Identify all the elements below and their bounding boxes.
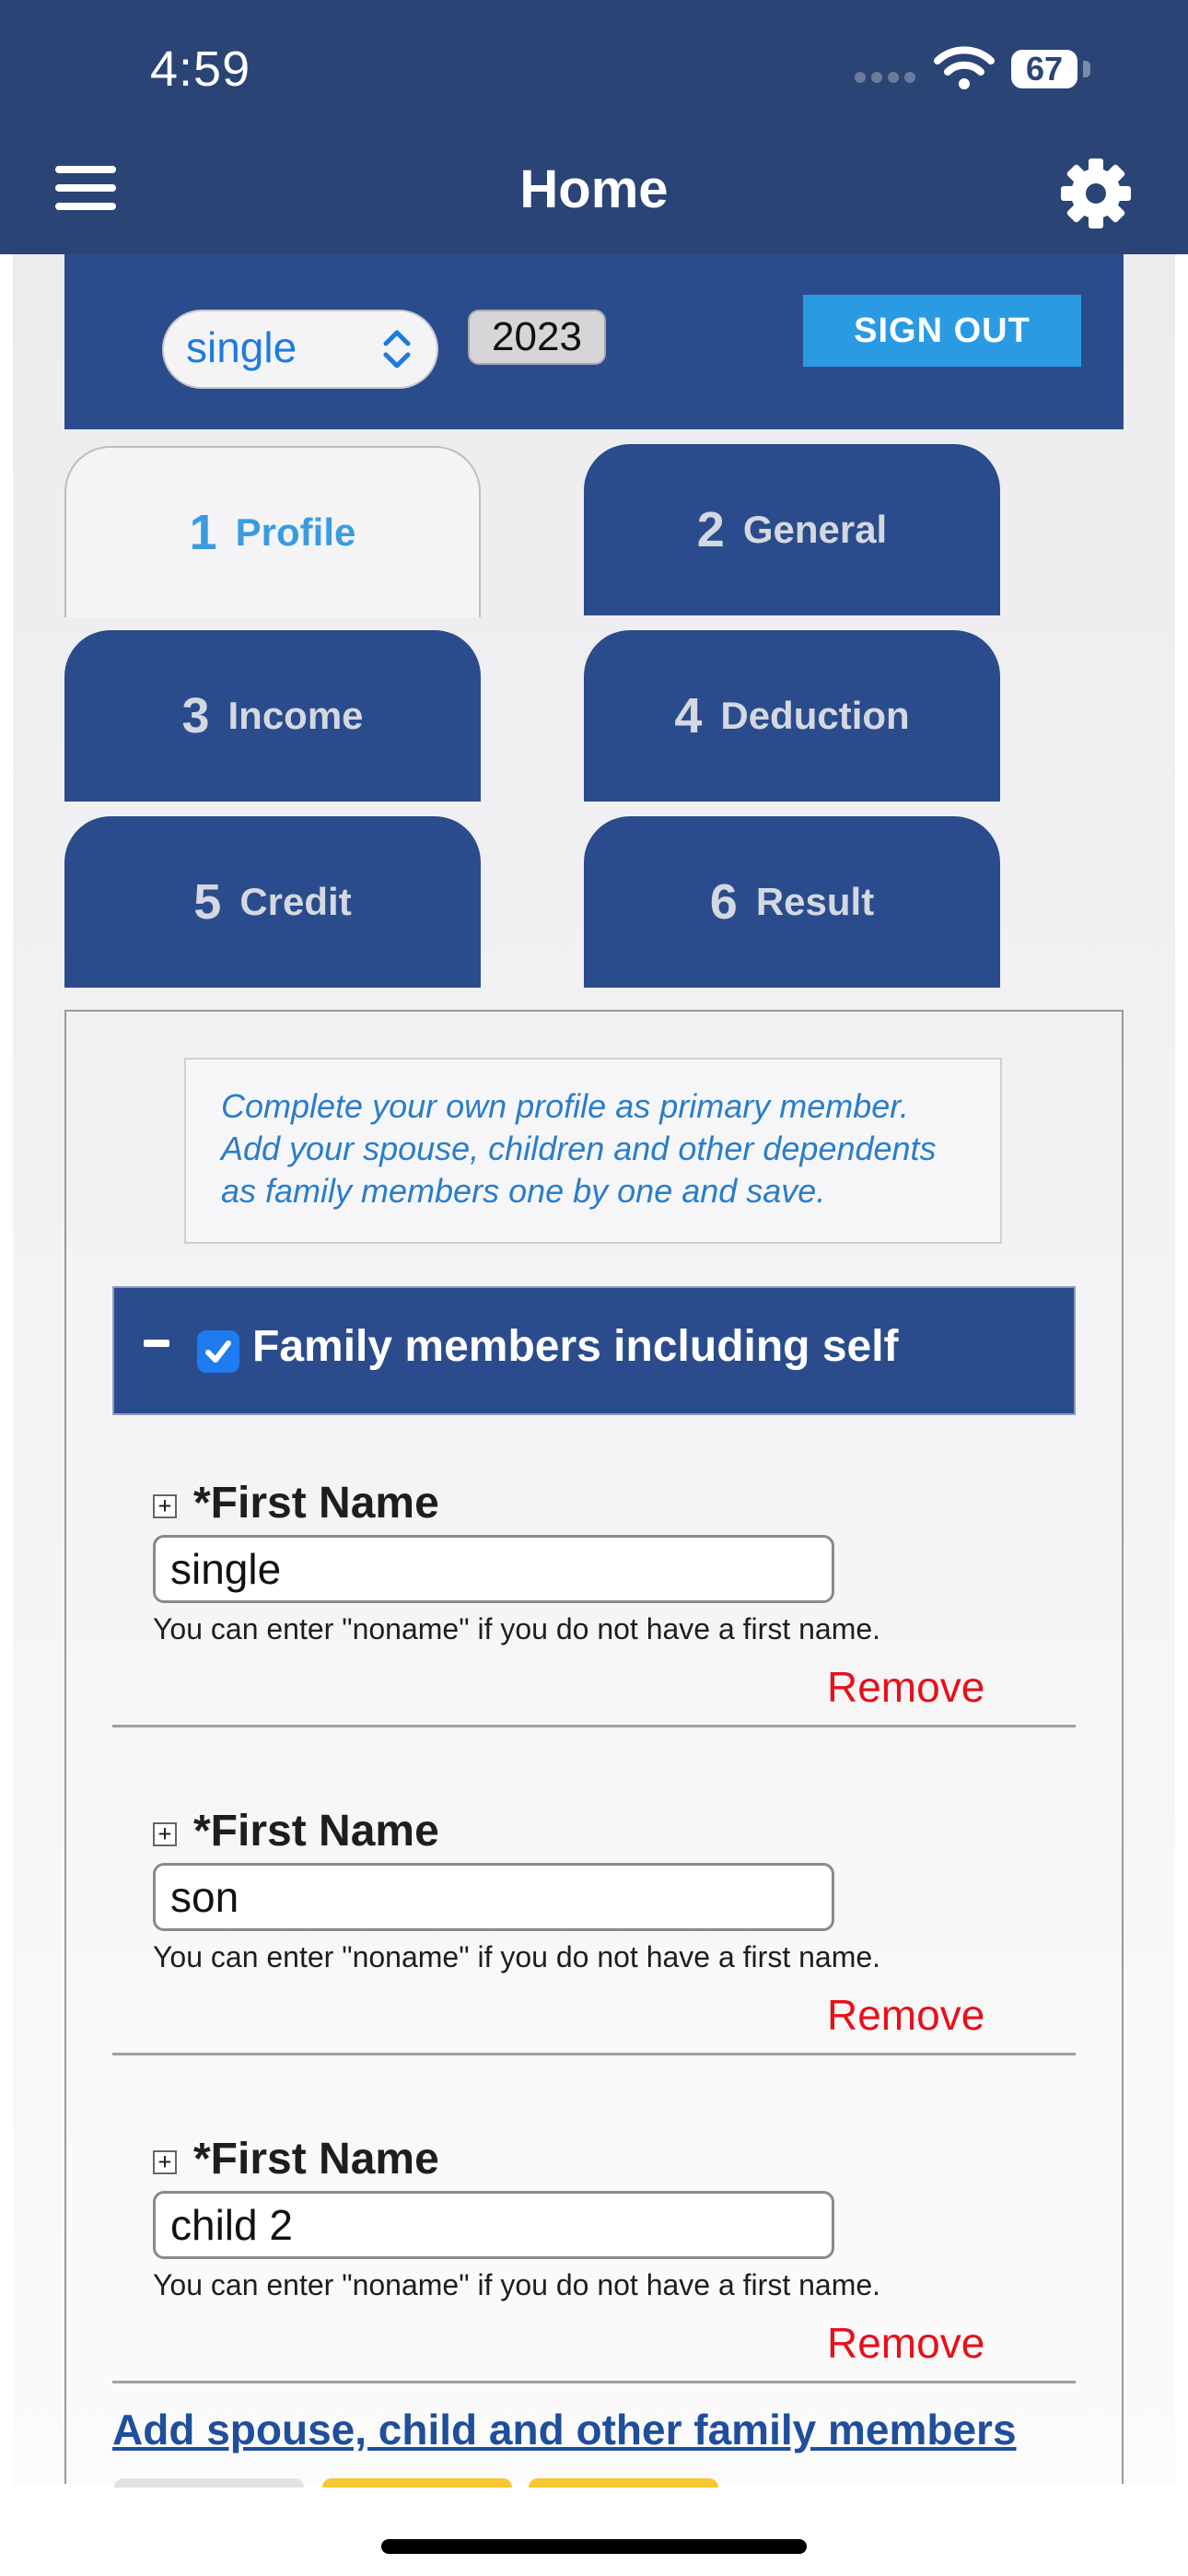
wifi-icon xyxy=(934,44,995,90)
battery-tip xyxy=(1083,61,1090,77)
tab-credit[interactable] xyxy=(64,816,481,988)
add-family-member-link[interactable]: Add spouse, child and other family members xyxy=(112,2406,1017,2453)
first-name-input[interactable]: son xyxy=(153,1863,834,1931)
cellular-signal-icon xyxy=(855,72,917,85)
first-name-label: *First Name xyxy=(193,1479,439,1528)
tab-label: Credit xyxy=(239,880,352,923)
sign-out-button[interactable]: SIGN OUT xyxy=(803,295,1081,367)
first-name-input[interactable]: single xyxy=(153,1535,834,1603)
tab-number: 6 xyxy=(709,874,738,930)
member-entry xyxy=(112,2134,1076,2386)
checkbox-checked-icon[interactable] xyxy=(197,1330,239,1373)
first-name-label: *First Name xyxy=(193,2135,439,2184)
page-title: Home xyxy=(519,159,669,219)
tab-label: Income xyxy=(227,694,364,737)
first-name-label: *First Name xyxy=(193,1807,439,1856)
tab-label: Deduction xyxy=(720,694,910,737)
tab-label: Result xyxy=(755,880,875,923)
gear-icon[interactable] xyxy=(1059,157,1133,230)
tab-number: 4 xyxy=(674,688,703,744)
first-name-hint: You can enter "noname" if you do not have a first name. xyxy=(153,2268,881,2301)
tab-label: General xyxy=(742,508,888,551)
remove-link[interactable]: Remove xyxy=(827,2319,985,2367)
divider xyxy=(112,2381,1076,2383)
divider xyxy=(112,2053,1076,2055)
intro-box xyxy=(184,1058,1002,1244)
status-time: 4:59 xyxy=(150,41,251,97)
first-name-input[interactable]: child 2 xyxy=(153,2191,834,2259)
battery-icon: 67 xyxy=(1011,50,1077,88)
remove-link[interactable]: Remove xyxy=(827,1663,985,1711)
member-entry xyxy=(112,1478,1076,1730)
minus-icon[interactable] xyxy=(144,1340,169,1347)
tax-year-badge[interactable]: 2023 xyxy=(468,310,606,365)
first-name-hint: You can enter "noname" if you do not have a first name. xyxy=(153,1940,881,1973)
remove-link[interactable]: Remove xyxy=(827,1991,985,2039)
first-name-hint: You can enter "noname" if you do not have a first name. xyxy=(153,1612,881,1645)
plus-box-icon[interactable]: + xyxy=(153,2150,177,2174)
chevron-updown-icon xyxy=(381,328,413,370)
tab-number: 5 xyxy=(193,874,222,930)
home-indicator xyxy=(381,2539,807,2554)
tab-profile[interactable] xyxy=(64,446,481,617)
tab-number: 2 xyxy=(696,502,725,557)
filing-status-value: single xyxy=(186,323,297,371)
intro-text: Complete your own profile as primary member. Add your spouse, children and other dependents as family members one by one and save. xyxy=(221,1087,937,1210)
tab-deduction[interactable] xyxy=(584,630,1000,802)
tab-number: 3 xyxy=(181,688,210,744)
plus-box-icon[interactable]: + xyxy=(153,1822,177,1846)
tab-income[interactable] xyxy=(64,630,481,802)
plus-box-icon[interactable]: + xyxy=(153,1494,177,1518)
family-members-label: Family members including self xyxy=(252,1322,899,1371)
tab-result[interactable] xyxy=(584,816,1000,988)
tab-number: 1 xyxy=(189,505,217,560)
partial-button[interactable] xyxy=(529,2478,718,2488)
divider xyxy=(112,1725,1076,1727)
bottom-safe-area xyxy=(13,2484,1175,2576)
tab-general[interactable] xyxy=(584,444,1000,615)
partial-button[interactable] xyxy=(114,2478,304,2488)
member-entry xyxy=(112,1806,1076,2058)
partial-button[interactable] xyxy=(322,2478,512,2488)
tab-label: Profile xyxy=(235,510,356,554)
